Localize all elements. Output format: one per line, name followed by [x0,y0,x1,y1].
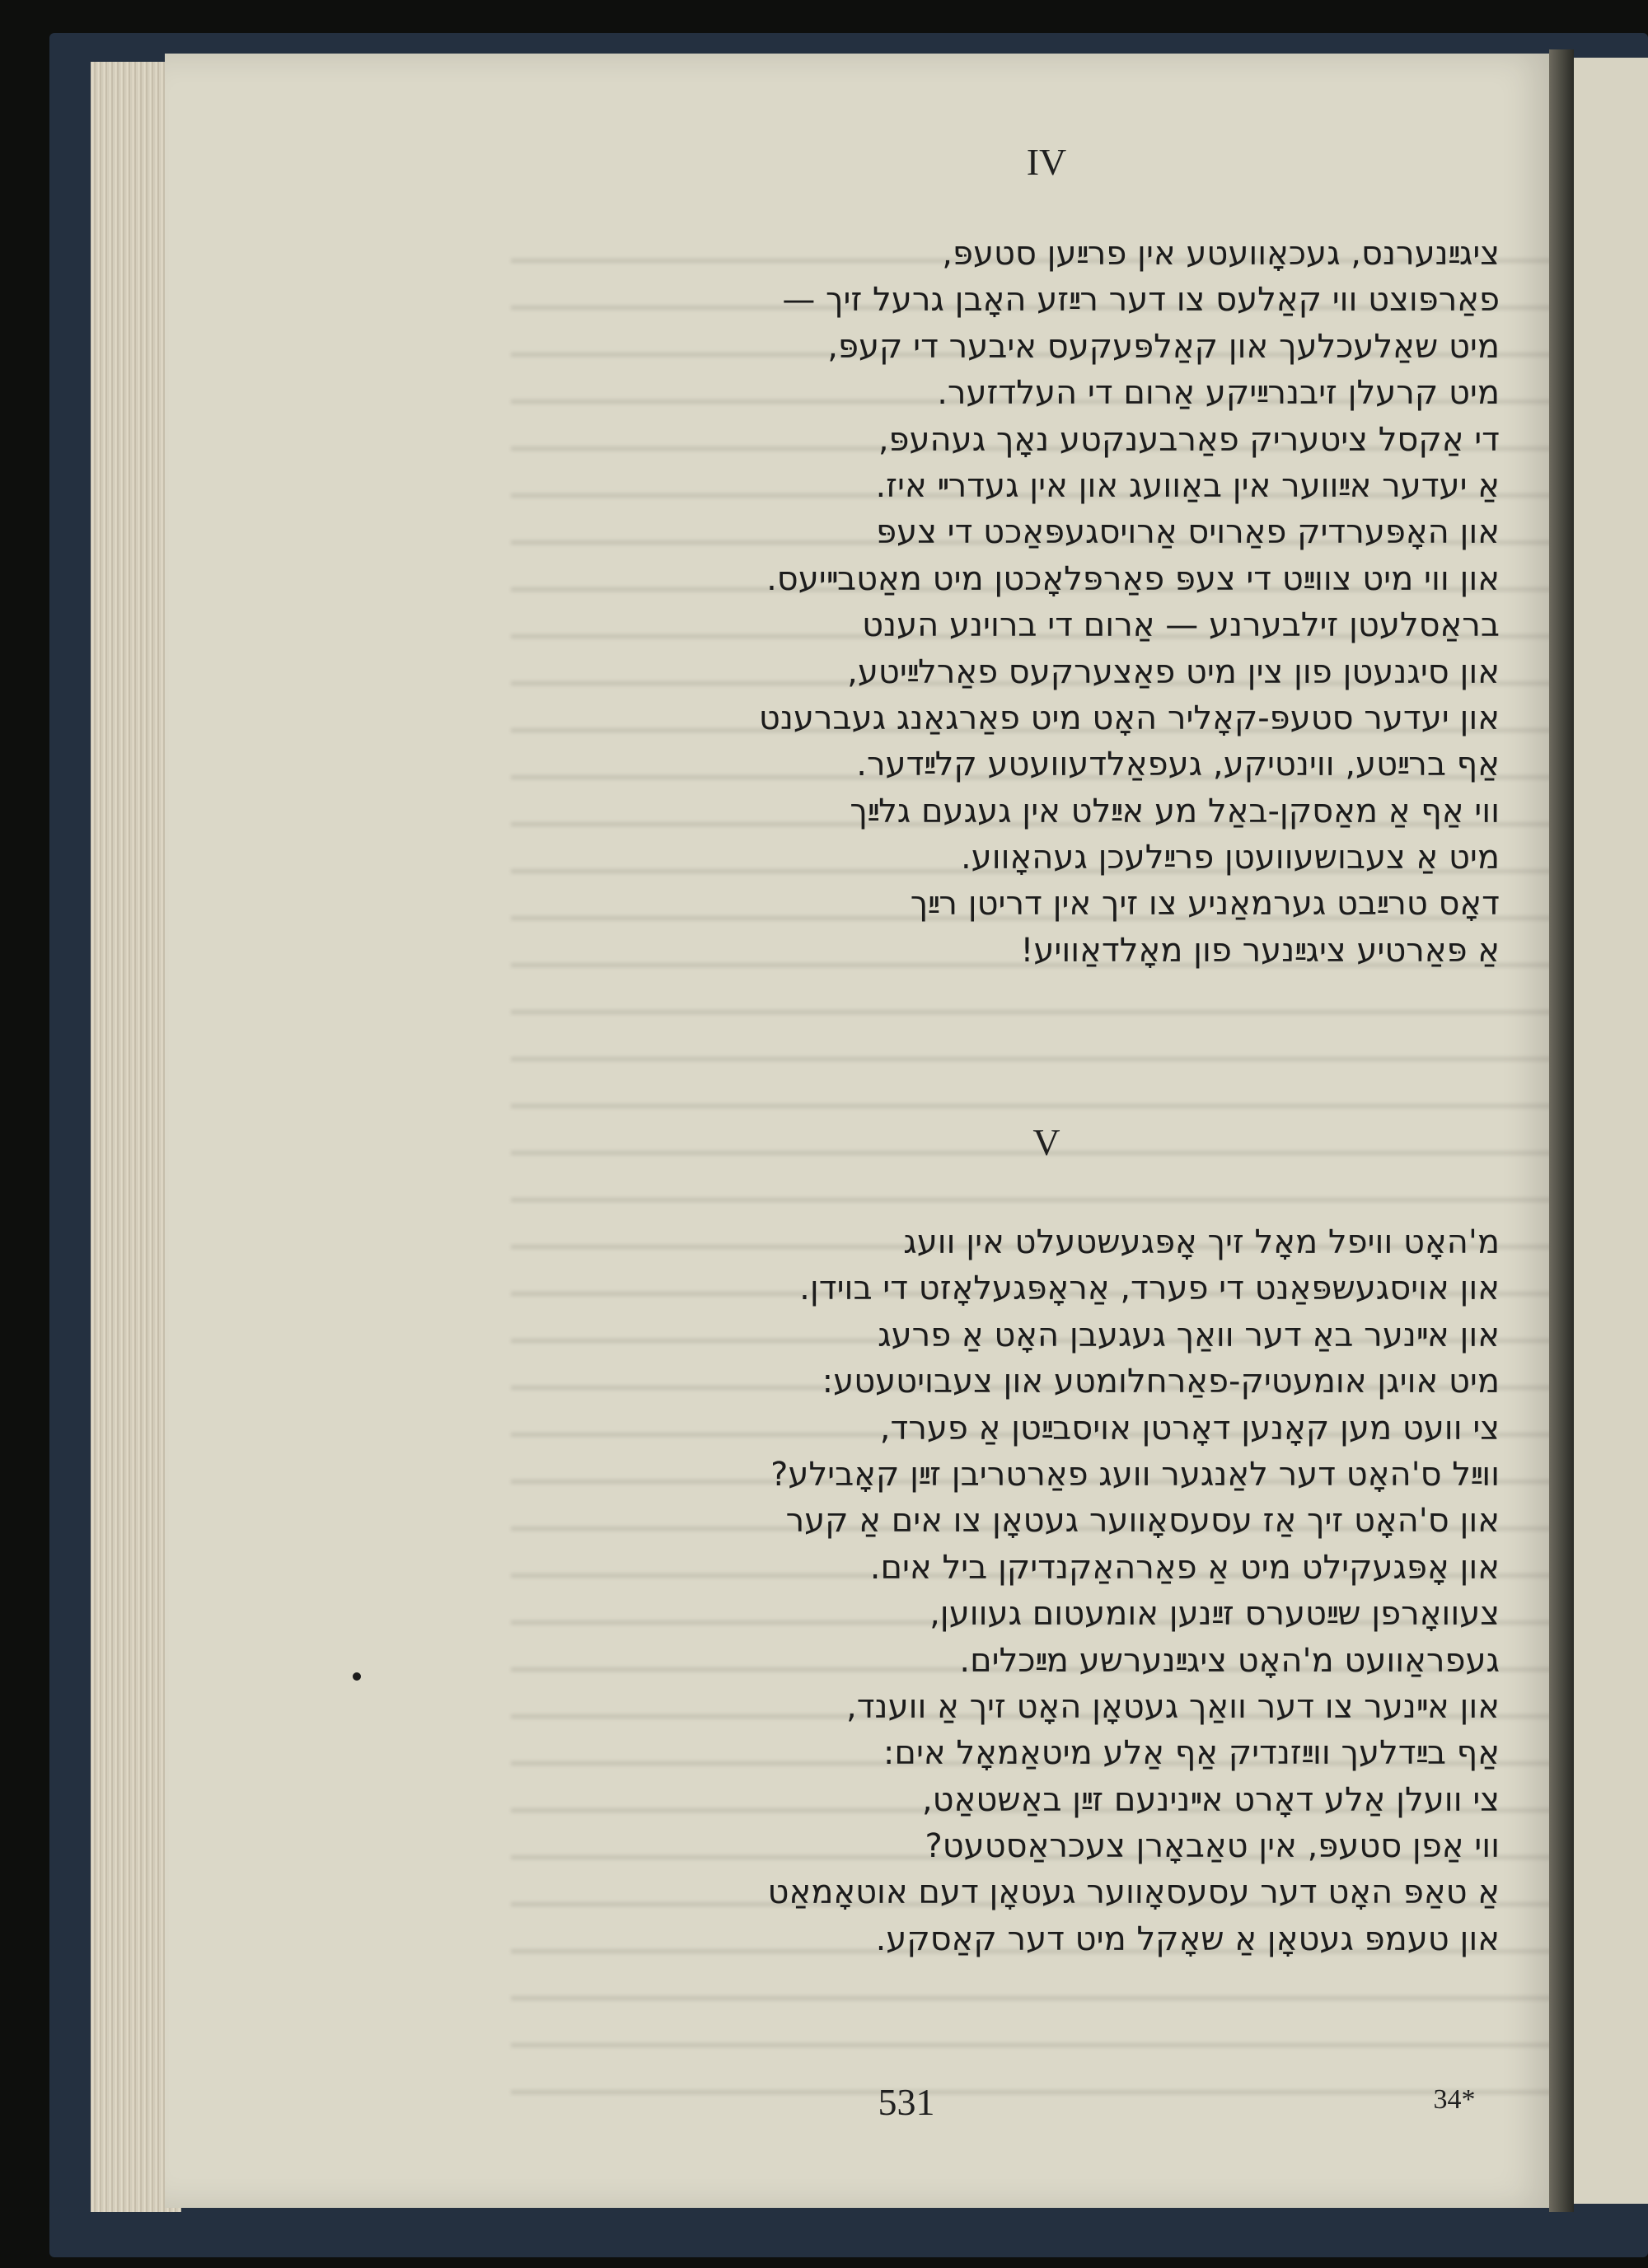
section-number-iv: IV [1026,141,1067,183]
poem-line: און יעדער סטעפּ-קאָליר האָט מיט פאַרגאַנג געברענט [758,699,1500,737]
signature-mark: 34* [1433,2084,1476,2115]
poem-line: און אײנער צו דער וואַך געטאָן האָט זיך אַ ווענד, [846,1687,1500,1726]
poem-line: צי וועלן אַלע דאָרט אײנינעם זײַן באַשטאַט, [921,1780,1500,1819]
page-number: 531 [878,2081,935,2123]
facing-page-edge [1574,58,1648,2204]
poem-line: געפראַוועט מ'האָט ציגײַנערשע מײַכלים. [959,1641,1500,1680]
poem-line: ווײַל ס'האָט דער לאַנגער וועג פאַרטריבן זײַן קאָבילע? [770,1455,1500,1494]
poem-line: צעוואָרפן שײַטערס זײַנען אומעטום געווען, [929,1595,1500,1634]
poem-line: און האָפּערדיק פאַרויס אַרויסגעפּאַכט די צעפּ [876,513,1500,552]
poem-line: און אײנער באַ דער וואַך געגעבן האָט אַ פרעג [878,1316,1500,1354]
poem-line: ציגײַנערנס, געכאָוועטע אין פרײַען סטעפּ, [942,235,1500,273]
poem-line: פאַרפּוצט ווי קאַלעס צו דער רײַזע האָבן גרעל זיך — [782,281,1500,320]
poem-section-v [264,1219,1500,1962]
poem-line: און אויסגעשפּאַנט די פערד, אַראָפּגעלאָזט די בוידן. [799,1270,1500,1308]
poem-line: מיט אויגן אומעטיק-פאַרחלומטע און צעבויטעטע: [822,1363,1500,1401]
poem-section-iv [264,231,1500,974]
poem-line: און ווי מיט צווײַט די צעפּ פאַרפּלאָכטן מיט מאַטבײיעס. [766,559,1500,598]
poem-line: די אַקסל ציטעריק פאַרבענקטע נאָך געהעפּ, [878,420,1500,459]
poem-line: צי וועט מען קאָנען דאָרטן אויסבײַטן אַ פערד, [879,1409,1500,1447]
poem-line: מיט שאַלעכלעך און קאַלפּעקעס איבער די קעפּ, [827,327,1500,366]
poem-line: ווי אַף אַ מאַסקן-באַל מע אײַלט אין געגעם גלײַך [850,792,1500,830]
poem-line: אַף ברײַטע, ווינטיקע, געפאַלדעוועטע קלײַדער. [856,746,1500,784]
poem-line: אַ טאַפּ האָט דער עסעסאָווער געטאָן דעם אוטאָמאַט [767,1873,1500,1912]
poem-line: מ'האָט וויפל מאָל זיך אָפּגעשטעלט אין וועג [903,1223,1500,1261]
poem-line: מיט אַ צעבושעוועטן פרײַלעכן געהאָווע. [960,839,1500,877]
book-gutter [1549,49,1574,2212]
poem-line: אַף בײַדלעך ווײַזנדיק אַף אַלע מיטאַמאָל אים: [883,1734,1500,1773]
poem-line: דאָס טרײַבט גערמאַניע צו זיך אין דריטן רײַך [910,885,1500,924]
ink-spot [353,1672,361,1681]
poem-line: מיט קרעלן זיבנרײַיקע אַרום די העלדזער. [937,374,1500,413]
poem-line: בראַסלעטן זילבערנע — אַרום די ברוינע הענט [862,606,1500,645]
poem-line: ווי אַפן סטעפּ, אין טאַבאָרן צעכראַסטעט? [925,1827,1500,1866]
poem-line: און טעמפּ געטאָן אַ שאָקל מיט דער קאַסקע. [875,1920,1500,1958]
poem-line: אַ יעדער אײַווער אין באַוועג און אין געדרײ איז. [875,466,1500,505]
section-number-v: V [1032,1121,1060,1163]
poem-line: און אָפּגעקילט מיט אַ פאַרהאַקנדיקן ביל אים. [869,1548,1500,1587]
poem-line: און ס'האָט זיך אַז עסעסאָווער געטאָן צו אים אַ קער [785,1502,1500,1541]
poem-line: און סיגנעטן פון צין מיט פאַצערקעס פאַרלײַיטע, [847,652,1500,691]
poem-line: אַ פּאַרטיע ציגײַנער פון מאָלדאַוויע! [1020,931,1500,970]
